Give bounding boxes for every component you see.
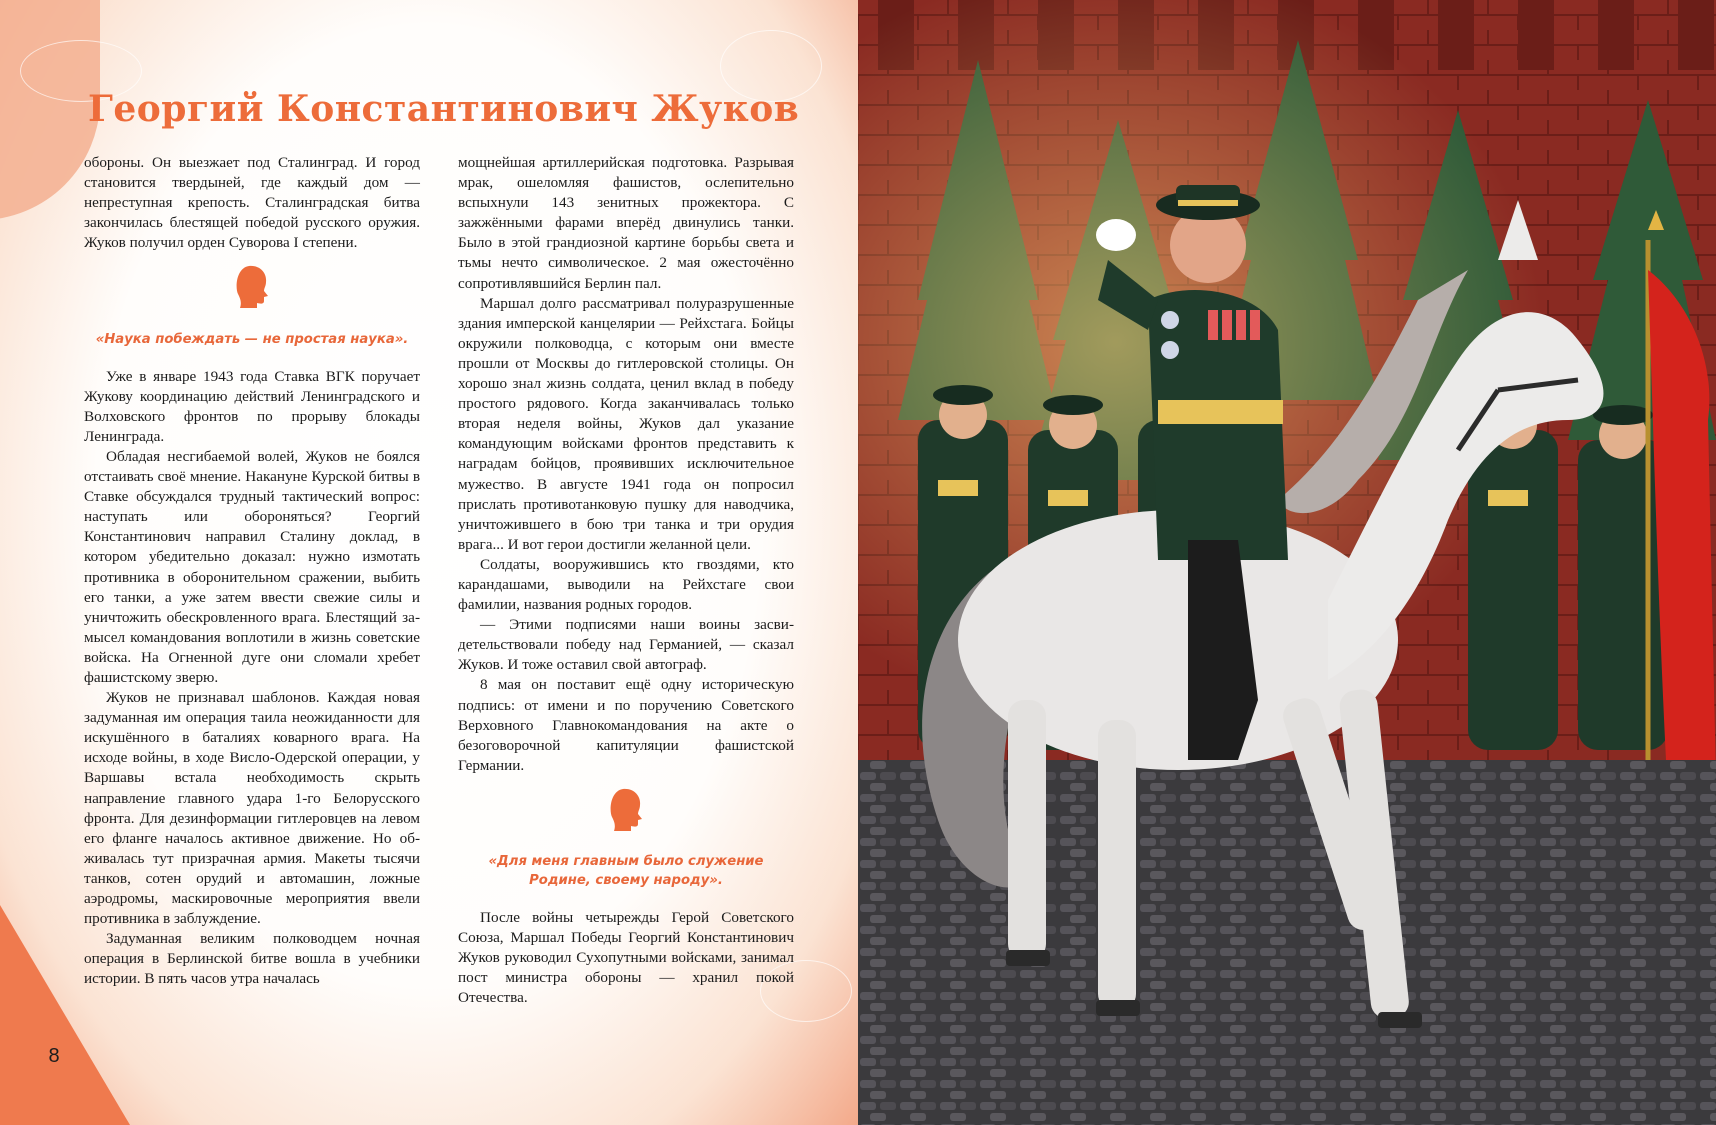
profile-head-icon — [609, 788, 643, 832]
quote-text: «Наука побеждать — не простая наука». — [95, 331, 409, 347]
paragraph: — Этими подписями наши воины засвидетельствовали победу над Германией, — сказал Жуков. И тоже оставил свой автограф. — [458, 616, 794, 674]
paragraph: обороны. Он выезжает под Сталинград. И город становится твердыней, где каждый дом — непреступная крепость. Сталинградская битва закончилась блестящей победой русского оружия. Жуков получил орден Суворова I степени. — [84, 154, 420, 252]
text-column-1 — [84, 153, 420, 989]
paragraph: Уже в январе 1943 года Ставка ВГК поручает Жукову координацию действий Ленинградского и Волховского фронтов по прорыву блокады Ленинграда. — [84, 367, 420, 445]
paragraph: Задуманная великим полководцем ночная операция в Берлинской битве вошла в учебники истории. В пять часов утра началась — [84, 930, 420, 988]
paragraph: Маршал долго рассматривал полуразрушенные здания имперской канцелярии — Рейхстага. Бойцы окружили полководца, с которым они вместе прошли от Москвы до гитлеровской столицы. Он хорошо знал жизнь солдата, ценил вклад в победу простого рядового. Когда заканчивалась только вторая неделя войны, Жуков дал указание командующим войсками фронтов представить к наградам бойцов, проявивших исключительное мужество. В августе 1941 года он попросил прислать противотанковую пушку для наводчика, уничтожившего в бою три танка и три орудия врага... И вот герои достигли желанной цели. — [458, 294, 794, 553]
paragraph: После войны четырежды Герой Советского Союза, Маршал Победы Георгий Константинович Жуков руководил Сухопутными войсками, занимал пост министра обороны — хранил покой Отечества. — [458, 909, 794, 1007]
paragraph: мощнейшая артиллерийская подготовка. Разрывая мрак, ошеломляя фашистов, ослепительно вспыхнули 143 зенитных прожектора. С зажжёнными фарами вперёд двинулись танки. Было в этой грандиозной картине борьбы света и тьмы нечто символическое. 2 мая ожесточённо сопротивлявшийся Берлин пал. — [458, 154, 794, 292]
page-number: 8 — [48, 1045, 60, 1067]
text-column-2 — [458, 153, 794, 1008]
paragraph: Солдаты, вооружившись кто гвоздями, кто карандашами, выводили на Рейхстаге свои фамилии, названия родных городов. — [458, 555, 794, 614]
quote-block — [84, 265, 420, 348]
profile-head-icon — [235, 265, 269, 309]
paragraph: 8 мая он поставит ещё одну историческую подпись: от имени и по поручению Советского Верховного Главнокомандования на акте о безоговорочной капитуляции фашистской Германии. — [458, 676, 794, 774]
illustration-canvas — [858, 0, 1716, 1125]
quote-block — [458, 788, 794, 890]
quote-text: «Для меня главным было служение Родине, своему народу». — [488, 854, 764, 888]
page-title: Георгий Константинович Жуков — [88, 88, 800, 130]
paragraph: Жуков не признавал шаблонов. Каждая новая задуманная им операция таила неожиданности для искушённого в баталиях коварного врага. На исходе войны, в ходе Висло-Одерской операции, у Варшавы встала необходимость скрыть направление главного удара 1-го Белорусского фронта. Для дезинформации гитлеровцев на левом его фланге началось активное движение. Но обживалась тут призрачная армия. Макеты тысячи танков, сотен орудий и автомашин, ложные аэродромы, маскировочные мероприятия ввели противника в заблуждение. — [84, 689, 420, 928]
paragraph: Обладая несгибаемой волей, Жуков не боялся отстаивать своё мнение. Накануне Курской битвы в Ставке обсуждался трудный тактический вопрос: наступать или обороняться? Георгий Константинович направил Сталину доклад, в котором убедительно доказал: нужно измотать противника в оборонительном сражении, выбить его танки, а уже затем ввести свежие силы и уничтожить обескровленного врага. Блестящий замысел командования воплотили в жизнь советские войска. На Огненной дуге они сломали хребет фашистскому зверю. — [84, 447, 420, 686]
parade-illustration — [858, 0, 1716, 1125]
